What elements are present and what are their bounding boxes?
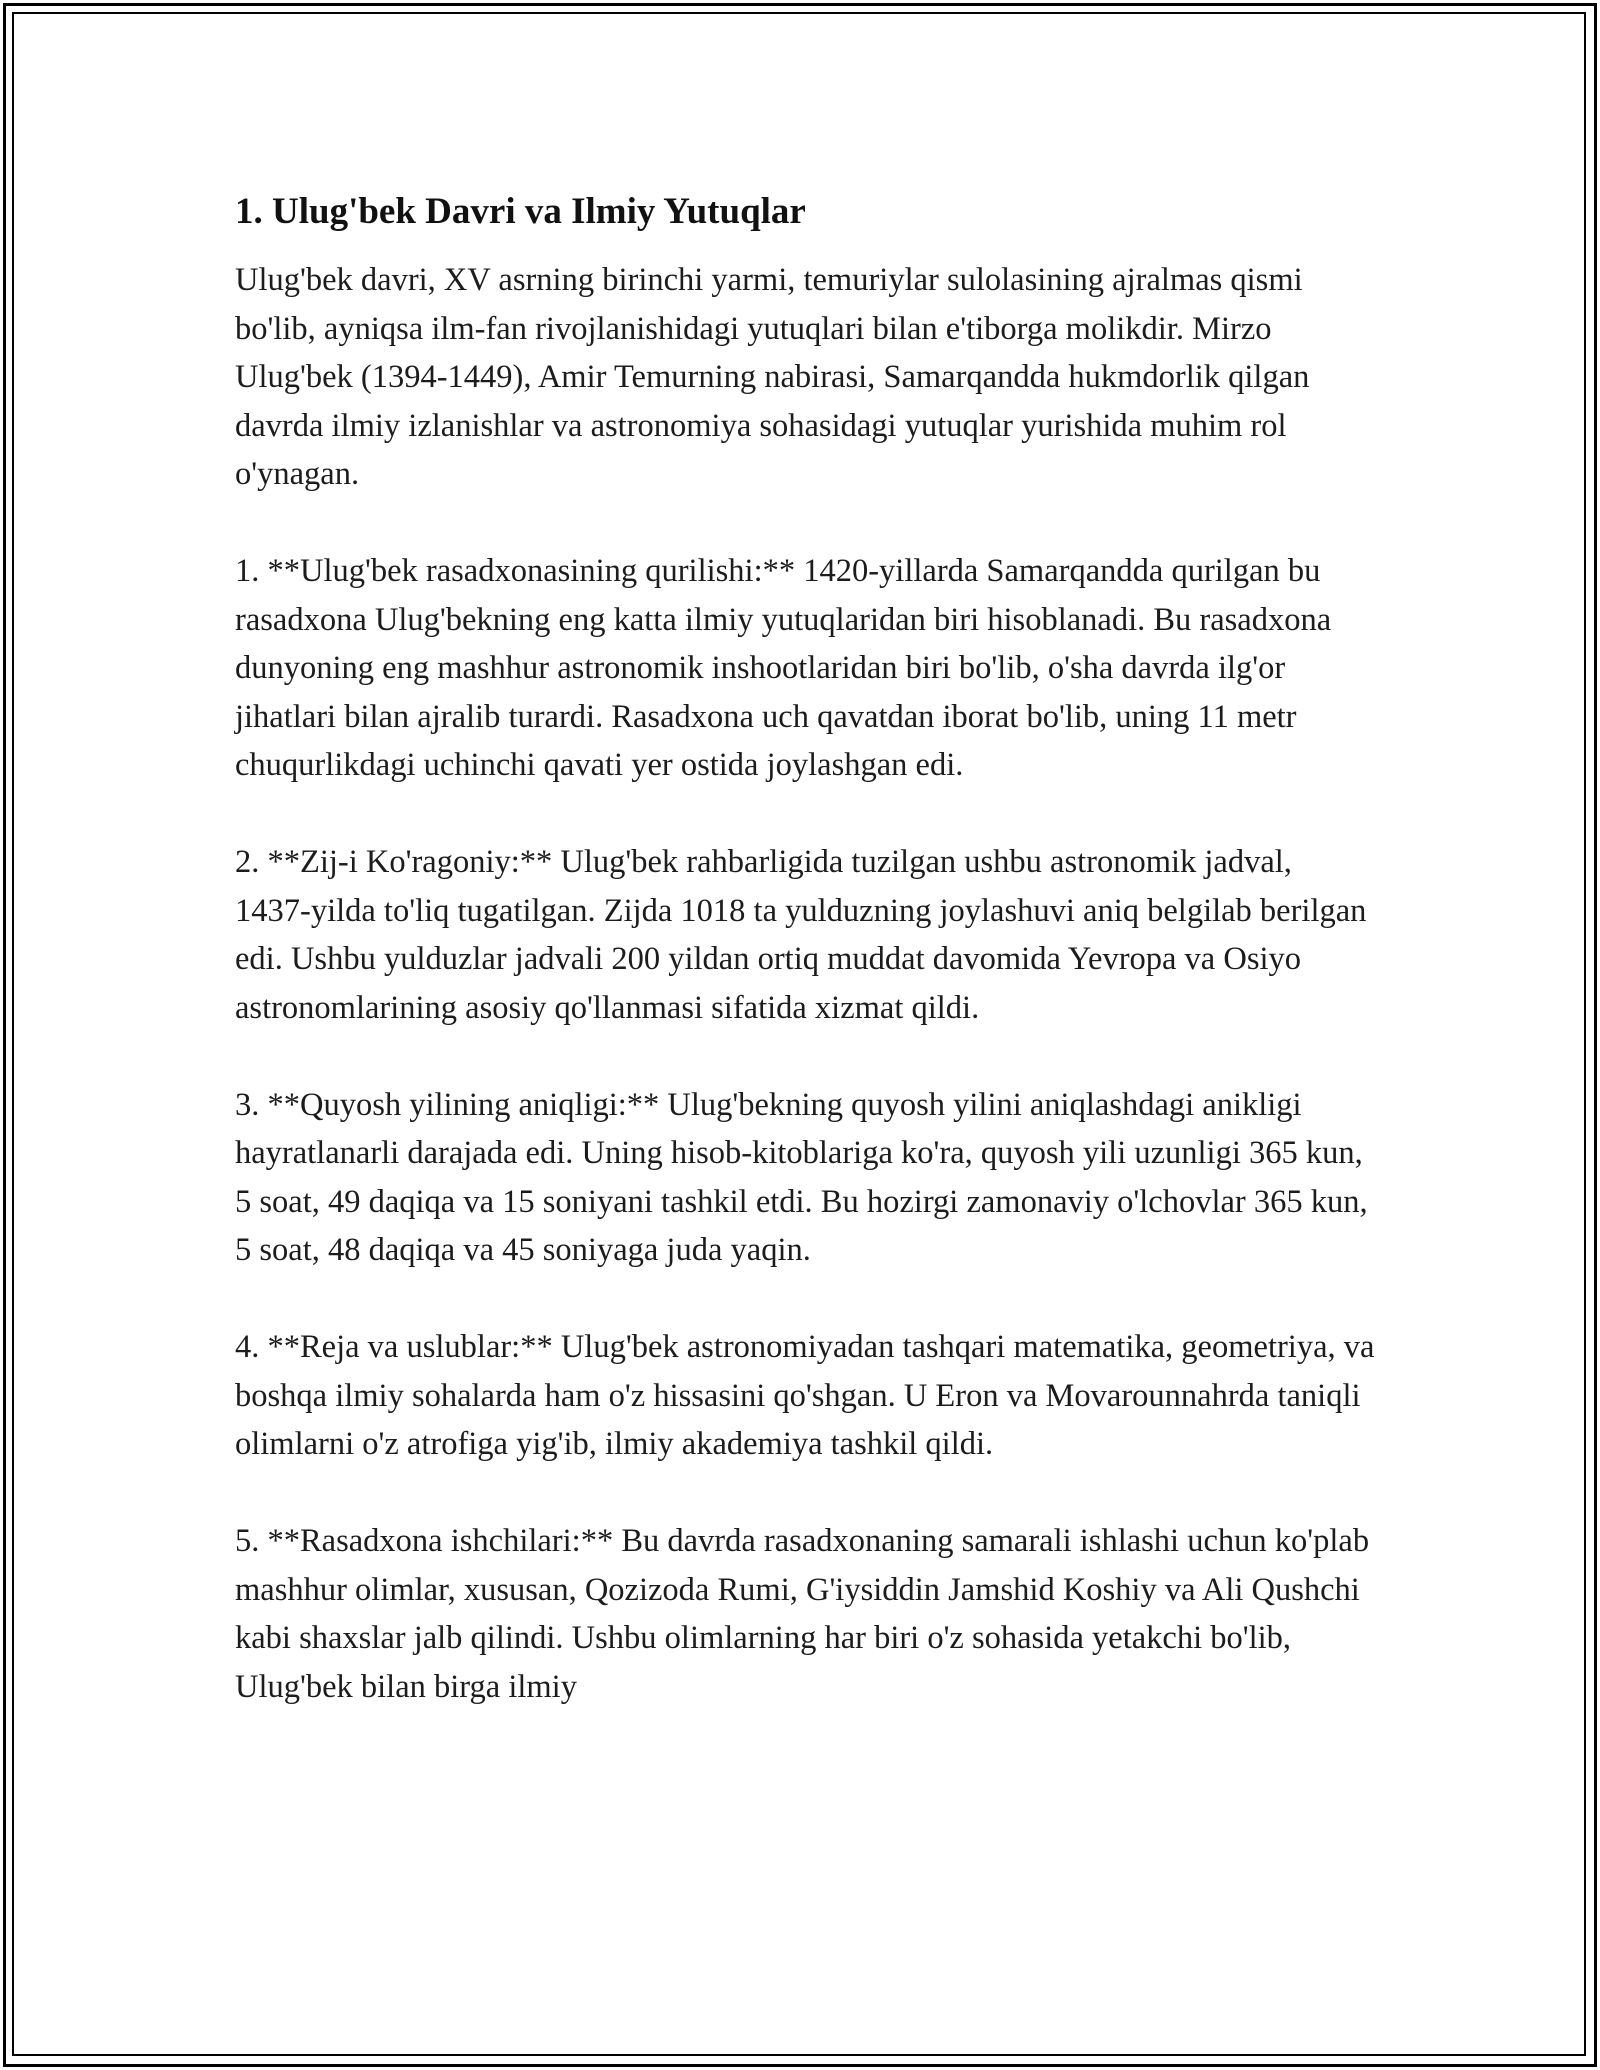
list-item-4: 4. **Reja va uslublar:** Ulug'bek astronomiyadan tashqari matematika, geometriya, va boshqa ilmiy sohalarda ham o'z hissasini qo'shgan. U Eron va Movarounnahrda taniqli olimlarni o'z atrofiga yig'ib, ilmiy akademiya tashkil qildi. bbox=[235, 1329, 1375, 1462]
list-item-2: 2. **Zij-i Ko'ragoniy:** Ulug'bek rahbarligida tuzilgan ushbu astronomik jadval, 1437-yilda to'liq tugatilgan. Zijda 1018 ta yulduzning joylashuvi aniq belgilab berilgan edi. Ushbu yulduzlar jadvali 200 yildan ortiq muddat davomida Yevropa va Osiyo astronomlarining asosiy qo'llanmasi sifatida xizmat qildi. bbox=[235, 844, 1367, 1026]
section-title: 1. Ulug'bek Davri va Ilmiy Yutuqlar bbox=[235, 191, 806, 232]
intro-paragraph: Ulug'bek davri, XV asrning birinchi yarmi, temuriylar sulolasining ajralmas qismi bo'lib, ayniqsa ilm-fan rivojlanishidagi yutuqlari bilan e'tiborga molikdir. Mirzo Ulug'bek (1394-1449), Amir Temurning nabirasi, Samarqandda hukmdorlik qilgan davrda ilmiy izlanishlar va astronomiya sohasidagi yutuqlar yurishida muhim rol o'ynagan. bbox=[235, 262, 1310, 492]
list-item-1: 1. **Ulug'bek rasadxonasining qurilishi:** 1420-yillarda Samarqandda qurilgan bu rasadxona Ulug'bekning eng katta ilmiy yutuqlaridan biri hisoblanadi. Bu rasadxona dunyoning eng mashhur astronomik inshootlaridan biri bo'lib, o'sha davrda ilg'or jihatlari bilan ajralib turardi. Rasadxona uch qavatdan iborat bo'lib, uning 11 metr chuqurlikdagi uchinchi qavati yer ostida joylashgan edi. bbox=[235, 553, 1332, 783]
list-item-3: 3. **Quyosh yilining aniqligi:** Ulug'bekning quyosh yilini aniqlashdagi anikligi hayratlanarli darajada edi. Uning hisob-kitoblariga ko'ra, quyosh yili uzunligi 365 kun, 5 soat, 49 daqiqa va 15 soniyani tashkil etdi. Bu hozirgi zamonaviy o'lchovlar 365 kun, 5 soat, 48 daqiqa va 45 soniyaga juda yaqin. bbox=[235, 1086, 1368, 1268]
list-item-5: 5. **Rasadxona ishchilari:** Bu davrda rasadxonaning samarali ishlashi uchun ko'plab mashhur olimlar, xususan, Qozizoda Rumi, G'iysiddin Jamshid Koshiy va Ali Qushchi kabi shaxslar jalb qilindi. Ushbu olimlarning har biri o'z sohasida yetakchi bo'lib, Ulug'bek bilan birga ilmiy bbox=[235, 1523, 1370, 1705]
document-body bbox=[235, 188, 1375, 1760]
